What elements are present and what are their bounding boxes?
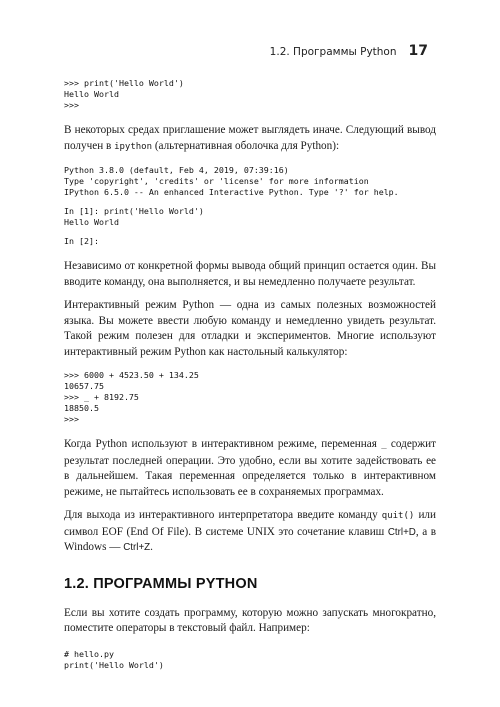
paragraph-text: или символ EOF (End Of File). В системе UNIX это сочетание клавиш — [64, 509, 436, 538]
code-block-calculator: >>> 6000 + 4523.50 + 134.25 10657.75 >>> _ + 8192.75 18850.5 >>> — [64, 370, 199, 424]
section-heading: 1.2. ПРОГРАММЫ PYTHON — [64, 575, 258, 592]
paragraph-exit-interpreter — [64, 508, 436, 556]
key-combo-ctrl-d: Ctrl+D — [387, 526, 416, 538]
paragraph-text: , а в Windows — — [64, 525, 437, 553]
paragraph-prompt-varies — [64, 123, 436, 155]
key-combo-ctrl-z: Ctrl+Z — [123, 542, 151, 553]
inline-code-quit: quit() — [381, 511, 415, 521]
paragraph-text: В некоторых средах приглашение может выглядеть иначе. Следующий вывод получен в — [64, 124, 436, 152]
paragraph-create-program: Если вы хотите создать программу, которую можно запускать многократно, поместите операторы в текстовый файл. Например: — [64, 606, 436, 634]
code-block-ipython-in2: In [2]: — [64, 236, 99, 246]
page-content — [64, 78, 436, 671]
paragraph-text: Для выхода из интерактивного интерпретатора введите команду — [64, 509, 382, 521]
running-head — [270, 43, 428, 59]
code-block-ipython-in1: In [1]: print('Hello World') Hello World — [64, 206, 204, 227]
paragraph-underscore-variable — [64, 437, 436, 500]
code-block-ipython-banner: Python 3.8.0 (default, Feb 4, 2019, 07:39:16) Type 'copyright', 'credits' or 'license' for more information IPython 6.5.0 -- An enhanced Interactive Python. Type '?' for help. — [64, 165, 399, 197]
inline-code-ipython: ipython — [114, 141, 153, 152]
running-title: 1.2. Программы Python — [269, 46, 397, 58]
paragraph-text: Когда Python используют в интерактивном режиме, переменная — [64, 438, 382, 450]
paragraph-interactive-mode: Интерактивный режим Python — одна из самых полезных возможностей языка. Вы можете ввести любую команду и немедленно увидеть результат. Такой режим полезен для отладки и экспериментов. Многие используют интерактивный режим Python как настольный калькулятор: — [64, 299, 436, 358]
inline-code-underscore: _ — [381, 440, 387, 450]
paragraph-text: . — [150, 541, 153, 553]
code-block-hello-py: # hello.py print('Hello World') — [64, 648, 164, 670]
page-number: 17 — [408, 43, 428, 59]
paragraph-text: (альтернативная оболочка для Python): — [152, 139, 340, 152]
paragraph-text: содержит результат последней операции. Это удобно, если вы хотите задействовать ее в дальнейшем. Такая переменная определяется только в интерактивном режиме, не пытайтесь использовать ее в сохраняемых программах. — [64, 438, 436, 498]
code-block-hello-repl: >>> print('Hello World') Hello World >>> — [64, 78, 184, 110]
paragraph-general-principle: Независимо от конкретной формы вывода общий принцип остается один. Вы вводите команду, она выполняется, и вы немедленно получаете результат. — [64, 260, 436, 288]
